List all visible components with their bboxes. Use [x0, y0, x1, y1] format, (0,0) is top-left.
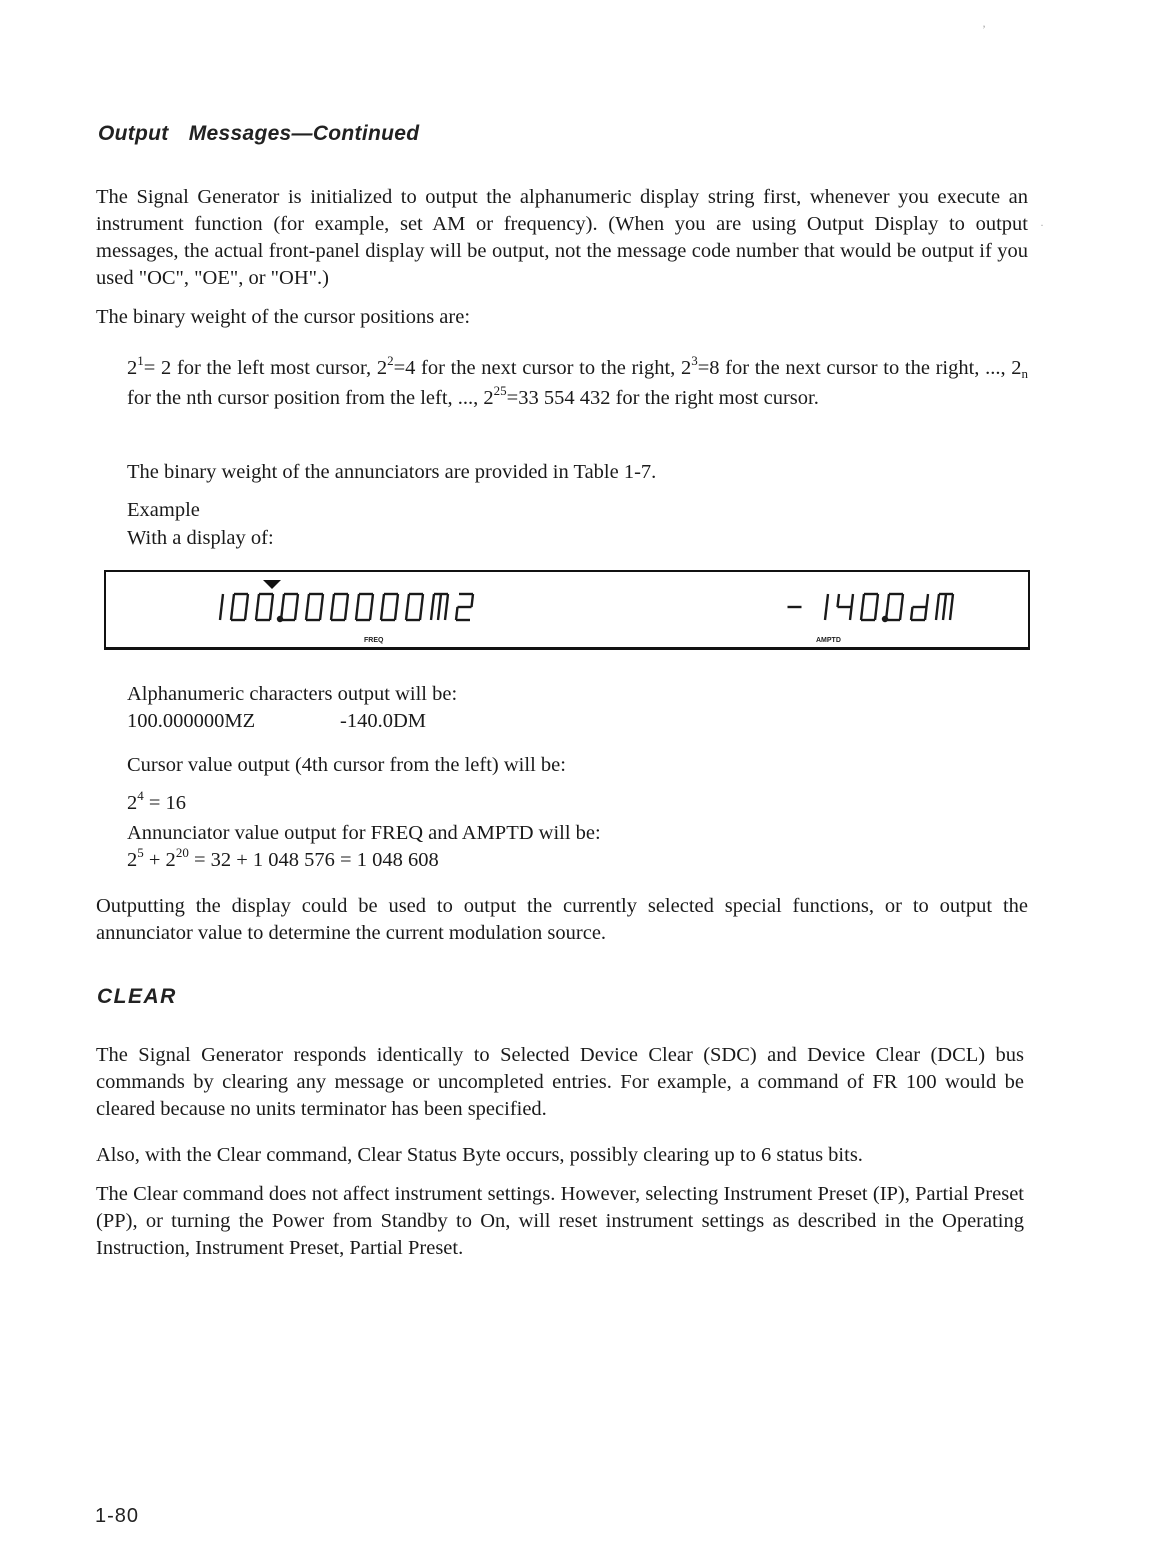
display-segment: [358, 594, 360, 607]
display-segment: [297, 594, 299, 607]
display-segment: [472, 594, 474, 607]
section-heading-clear: CLEAR: [97, 985, 177, 1008]
alphanumeric-output-label: Alphanumeric characters output will be:: [127, 683, 458, 705]
paragraph-binary-weight-intro: The binary weight of the cursor positions are:: [96, 306, 471, 328]
display-segment: [372, 594, 374, 607]
display-segments: [106, 572, 1028, 647]
cursor-value-result: $2^4 = 16$: [127, 788, 187, 814]
display-segment: [258, 594, 260, 607]
display-segment: [331, 607, 333, 620]
display-segment: [925, 607, 927, 620]
display-segment: [397, 594, 399, 607]
display-segment: [245, 607, 247, 620]
display-segment: [850, 607, 852, 620]
display-segment: [877, 594, 879, 607]
paragraph-clear-status: Also, with the Clear command, Clear Status Byte occurs, possibly clearing up to 6 status bits.: [96, 1144, 863, 1166]
display-segment: [308, 594, 310, 607]
display-segment: [431, 594, 434, 620]
display-segment: [875, 607, 877, 620]
display-segment: [272, 594, 274, 607]
display-segment: [233, 594, 235, 607]
display-segment: [295, 607, 297, 620]
display-segment: [456, 607, 458, 620]
section-heading-output-messages: Output Messages—Continued: [98, 122, 420, 145]
freq-annunciator: FREQ: [364, 637, 384, 644]
scan-speck: ’: [982, 22, 986, 36]
annunciator-value-result: $2^5 + 2^{20} = 32 + 1$ 048 576 = 1 048 608: [127, 845, 439, 871]
display-segment: [900, 607, 902, 620]
paragraph-clear-responds: The Signal Generator responds identically to Selected Device Clear (SDC) and Device Clear (DCL) bus commands by clearing any message or uncompleted entries. For example, a command of FR 100 would be cleared because no units terminator has been specified.: [96, 1044, 1024, 1120]
display-segment: [422, 594, 424, 607]
display-segment: [270, 607, 272, 620]
display-segment: [927, 594, 929, 607]
paragraph-output-display-use: Outputting the display could be used to output the currently selected special functions, or to output the annunciator value to determine the current modulation source.: [96, 895, 1028, 944]
example-label: Example: [127, 499, 200, 521]
with-display-label: With a display of:: [127, 527, 274, 549]
cursor-marker-icon: [263, 580, 281, 589]
display-segment: [370, 607, 372, 620]
display-segment: [408, 594, 410, 607]
display-segment: [356, 607, 358, 620]
display-segment: [222, 594, 224, 607]
display-segment: [283, 594, 285, 607]
display-segment: [406, 607, 408, 620]
display-segment: [347, 594, 349, 607]
front-panel-display: [104, 570, 1030, 650]
paragraph-clear-settings: The Clear command does not affect instrument settings. However, selecting Instrument Preset (IP), Partial Preset (PP), or turning the Power from Standby to On, will reset instrument settings as described in the Operating Instruction, Instrument Preset, Partial Preset.: [96, 1183, 1024, 1259]
display-segment: [395, 607, 397, 620]
display-segment: [256, 607, 258, 620]
display-segment: [950, 594, 953, 620]
display-segment: [247, 594, 249, 607]
display-segment: [838, 594, 840, 607]
display-segment: [852, 594, 854, 607]
scan-speck: ·: [1040, 218, 1044, 232]
display-segment: [943, 594, 946, 620]
paragraph-annunciator-table-ref: The binary weight of the annunciators are provided in Table 1-7.: [127, 461, 657, 483]
display-segment: [320, 607, 322, 620]
cursor-value-label: Cursor value output (4th cursor from the left) will be:: [127, 754, 566, 776]
display-segment: [231, 607, 233, 620]
alphanumeric-output-frequency: 100.000000MZ: [127, 710, 256, 732]
display-segment: [381, 607, 383, 620]
display-segment: [333, 594, 335, 607]
annunciator-value-label: Annunciator value output for FREQ and AMPTD will be:: [127, 822, 601, 844]
display-segment: [345, 607, 347, 620]
display-segment: [438, 594, 441, 620]
display-segment: [888, 594, 890, 607]
display-segment: [445, 594, 448, 620]
alphanumeric-output-amplitude: -140.0DM: [340, 710, 426, 732]
display-segment: [886, 607, 888, 620]
display-segment: [902, 594, 904, 607]
display-segment: [911, 607, 913, 620]
display-segment: [383, 594, 385, 607]
display-segment: [936, 594, 939, 620]
display-segment: [306, 607, 308, 620]
display-segment: [322, 594, 324, 607]
display-segment: [281, 607, 283, 620]
amplitude-readout: [788, 594, 954, 621]
frequency-readout: [220, 594, 473, 621]
display-segment: [861, 607, 863, 620]
amptd-annunciator: AMPTD: [816, 637, 841, 644]
page-number: 1-80: [95, 1505, 140, 1527]
paragraph-cursor-weights: $2^1= 2$ for the left most cursor, $2^2=4$ for the next cursor to the right, $2^3=8$ for the next cursor to the right, ..., $2_n$ for the nth cursor position from the left, ..., $2^{25}=33$ 554 432 for the right most cursor.: [127, 353, 1028, 409]
display-segment: [825, 607, 827, 620]
display-segment: [420, 607, 422, 620]
display-segment: [827, 594, 829, 607]
display-segment: [863, 594, 865, 607]
display-segment: [220, 607, 222, 620]
paragraph-initialization: The Signal Generator is initialized to output the alphanumeric display string first, whenever you execute an instrument function (for example, set AM or frequency). (When you are using Output Display to output messages, the actual front-panel display will be output, not the message code number that would be output if you used "OC", "OE", or "OH".): [96, 186, 1028, 289]
